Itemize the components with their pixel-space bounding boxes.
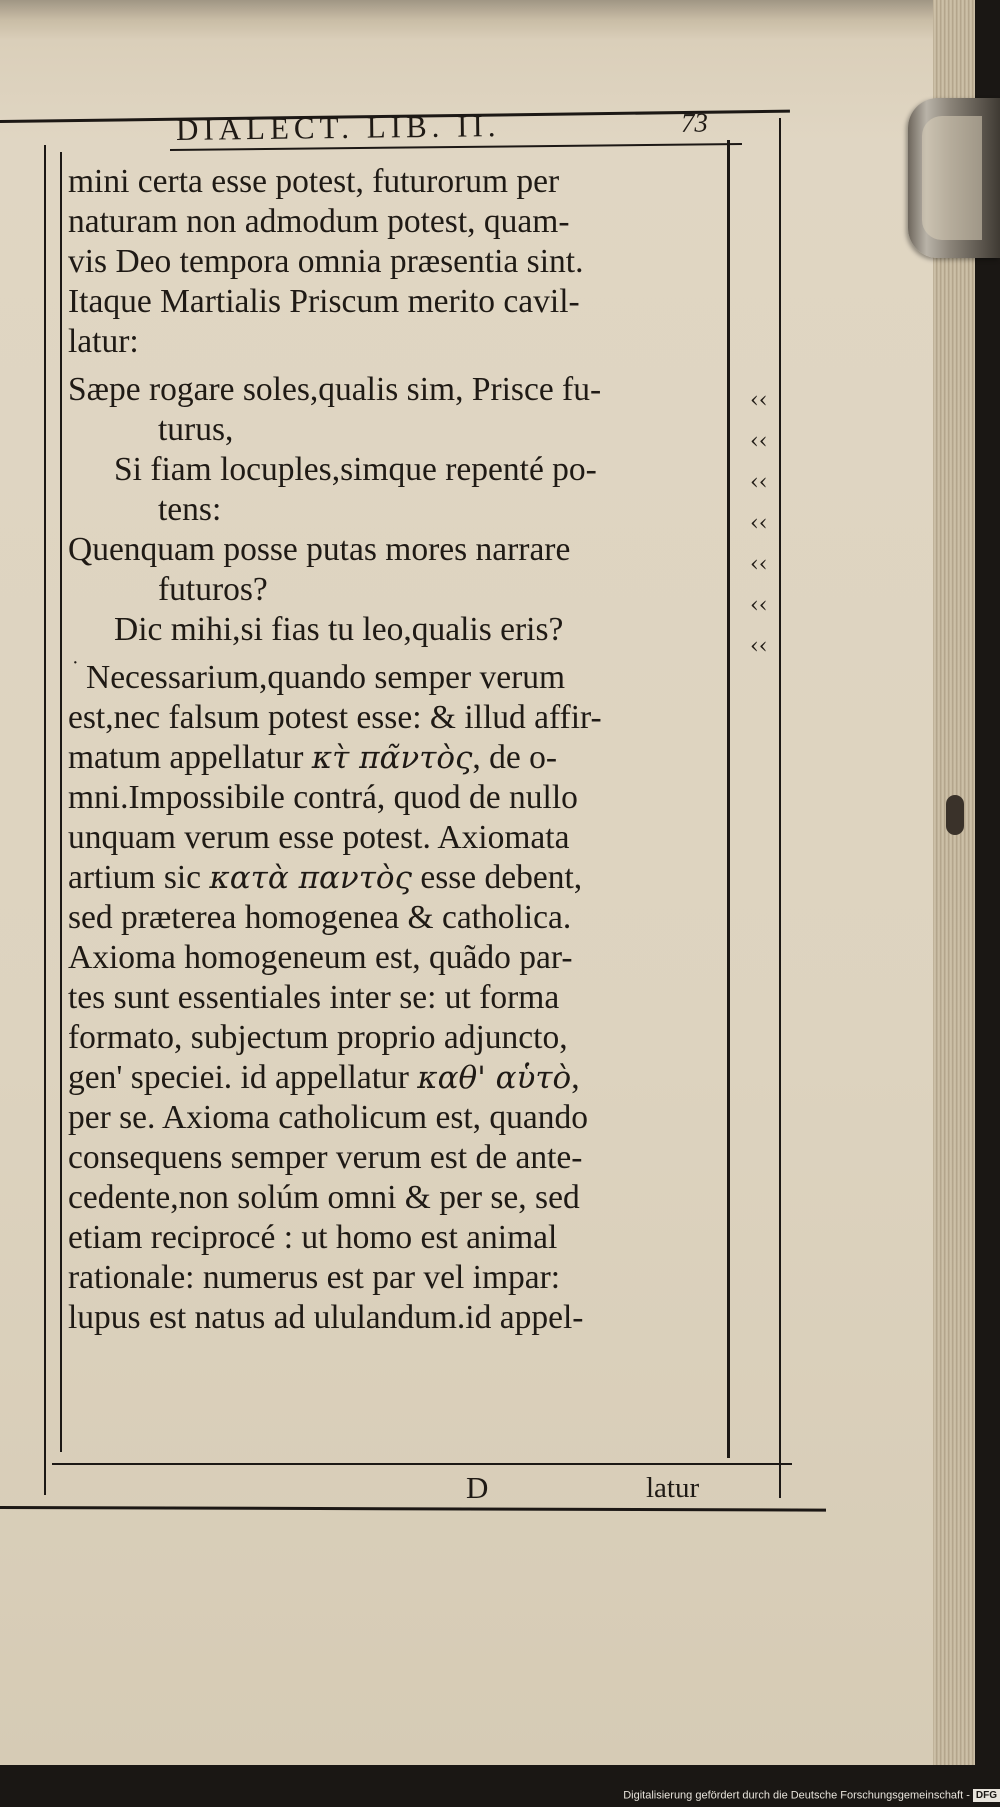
- text-segment: sed præterea homogenea & catholica.: [68, 899, 572, 936]
- text-segment: est,nec falsum potest esse: & illud affir-: [68, 699, 602, 736]
- digitization-credit: [600, 1789, 1000, 1807]
- text-line: [68, 1138, 730, 1178]
- text-line: [68, 162, 730, 202]
- text-segment: Dic mihi,si fias tu leo,qualis eris?: [114, 611, 564, 648]
- quotation-mark: ‹‹: [750, 593, 768, 618]
- digitization-note: Digitalisierung gefördert durch die Deutsche Forschungsgemeinschaft -: [623, 1789, 970, 1802]
- text-segment: etiam reciprocé : ut homo est animal: [68, 1219, 558, 1256]
- text-segment: futuros?: [158, 571, 268, 608]
- text-line: [68, 858, 730, 898]
- text-segment: per se. Axioma catholicum est, quando: [68, 1099, 589, 1136]
- text-line: [68, 978, 730, 1018]
- quotation-marks-column: [750, 380, 774, 667]
- text-line: [68, 1178, 730, 1218]
- text-segment: matum appellatur: [68, 739, 312, 776]
- text-line: [68, 1298, 730, 1338]
- text-line: [68, 610, 730, 650]
- text-line: [68, 1018, 730, 1058]
- text-segment: ,: [571, 1059, 580, 1096]
- quotation-mark: ‹‹: [750, 388, 768, 413]
- text-line: [68, 818, 730, 858]
- text-segment: rationale: numerus est par vel impar:: [68, 1259, 561, 1296]
- text-line: [68, 570, 730, 610]
- greek-phrase: κατὰ παντὸς: [209, 860, 412, 896]
- text-segment: Itaque Martialis Priscum merito cavil-: [68, 283, 580, 320]
- text-line: [68, 282, 730, 322]
- page-header: [176, 105, 716, 156]
- text-segment: formato, subjectum proprio adjuncto,: [68, 1019, 568, 1056]
- text-segment: Si fiam locuples,simque repenté po-: [114, 451, 597, 488]
- text-segment: esse debent,: [411, 859, 583, 896]
- ink-spot: [946, 795, 964, 835]
- text-line: [68, 530, 730, 570]
- text-segment: Quenquam posse putas mores narrare: [68, 531, 571, 568]
- frame-right-outer: [779, 118, 781, 1498]
- frame-left-outer: [44, 145, 46, 1495]
- text-segment: gen' speciei. id appellatur: [68, 1059, 418, 1096]
- text-segment: , de o-: [472, 739, 558, 776]
- page-number: 73: [680, 107, 709, 138]
- text-segment: naturam non admodum potest, quam-: [68, 203, 570, 240]
- text-segment: unquam verum esse potest. Axiomata: [68, 819, 570, 856]
- text-line: [68, 778, 730, 818]
- text-segment: lupus est natus ad ululandum.id appel-: [68, 1299, 584, 1336]
- text-line: [68, 370, 730, 410]
- text-segment: consequens semper verum est de ante-: [68, 1139, 583, 1176]
- text-line: [68, 202, 730, 242]
- body-text: [68, 162, 730, 1338]
- text-segment: artium sic: [68, 859, 210, 896]
- text-line: [68, 450, 730, 490]
- quotation-mark: ‹‹: [750, 470, 768, 495]
- text-segment: Necessarium,quando semper verum: [86, 659, 566, 696]
- quotation-mark: ‹‹: [750, 552, 768, 577]
- frame-left-inner: [60, 152, 62, 1452]
- quotation-mark: ‹‹: [750, 429, 768, 454]
- text-segment: tens:: [158, 491, 222, 528]
- catchword: latur: [646, 1472, 700, 1504]
- text-segment: tes sunt essentiales inter se: ut forma: [68, 979, 560, 1016]
- text-segment: turus,: [158, 411, 234, 448]
- quotation-mark: ‹‹: [750, 634, 768, 659]
- top-shadow: [0, 0, 975, 40]
- footer-rule: [0, 1506, 826, 1512]
- text-line: [68, 738, 730, 778]
- text-line: [68, 698, 730, 738]
- text-segment: Sæpe rogare soles,qualis sim, Prisce fu-: [68, 371, 602, 408]
- text-segment: mni.Impossibile contrá, quod de nullo: [68, 779, 578, 816]
- quotation-mark: ‹‹: [750, 511, 768, 536]
- dfg-logo: DFG: [973, 1789, 1000, 1802]
- running-head: DIALECT. LIB. II.: [175, 108, 501, 147]
- text-line: [68, 1058, 730, 1098]
- text-line: [68, 490, 730, 530]
- text-segment: Axioma homogeneum est, quãdo par-: [68, 939, 573, 976]
- text-line: [68, 898, 730, 938]
- text-segment: vis Deo tempora omnia præsentia sint.: [68, 243, 584, 280]
- text-line: [68, 242, 730, 282]
- text-line: [68, 322, 730, 362]
- text-segment: cedente,non solúm omni & per se, sed: [68, 1179, 580, 1216]
- text-line: [68, 1098, 730, 1138]
- text-bottom-rule: [52, 1463, 792, 1465]
- text-line: [68, 1258, 730, 1298]
- page-clip: [908, 98, 1000, 258]
- stray-ink-dot: ·: [72, 652, 79, 674]
- signature-mark: D: [466, 1470, 489, 1505]
- text-line: [68, 410, 730, 450]
- greek-phrase: καθ' αὑτὸ: [417, 1060, 572, 1096]
- text-segment: latur:: [68, 323, 139, 360]
- text-line: [68, 658, 730, 698]
- page-fore-edge: [933, 0, 975, 1765]
- text-line: [68, 938, 730, 978]
- text-segment: mini certa esse potest, futurorum per: [68, 163, 560, 200]
- text-line: [68, 1218, 730, 1258]
- greek-phrase: κτ̀ πα̃ντὸς: [311, 740, 473, 776]
